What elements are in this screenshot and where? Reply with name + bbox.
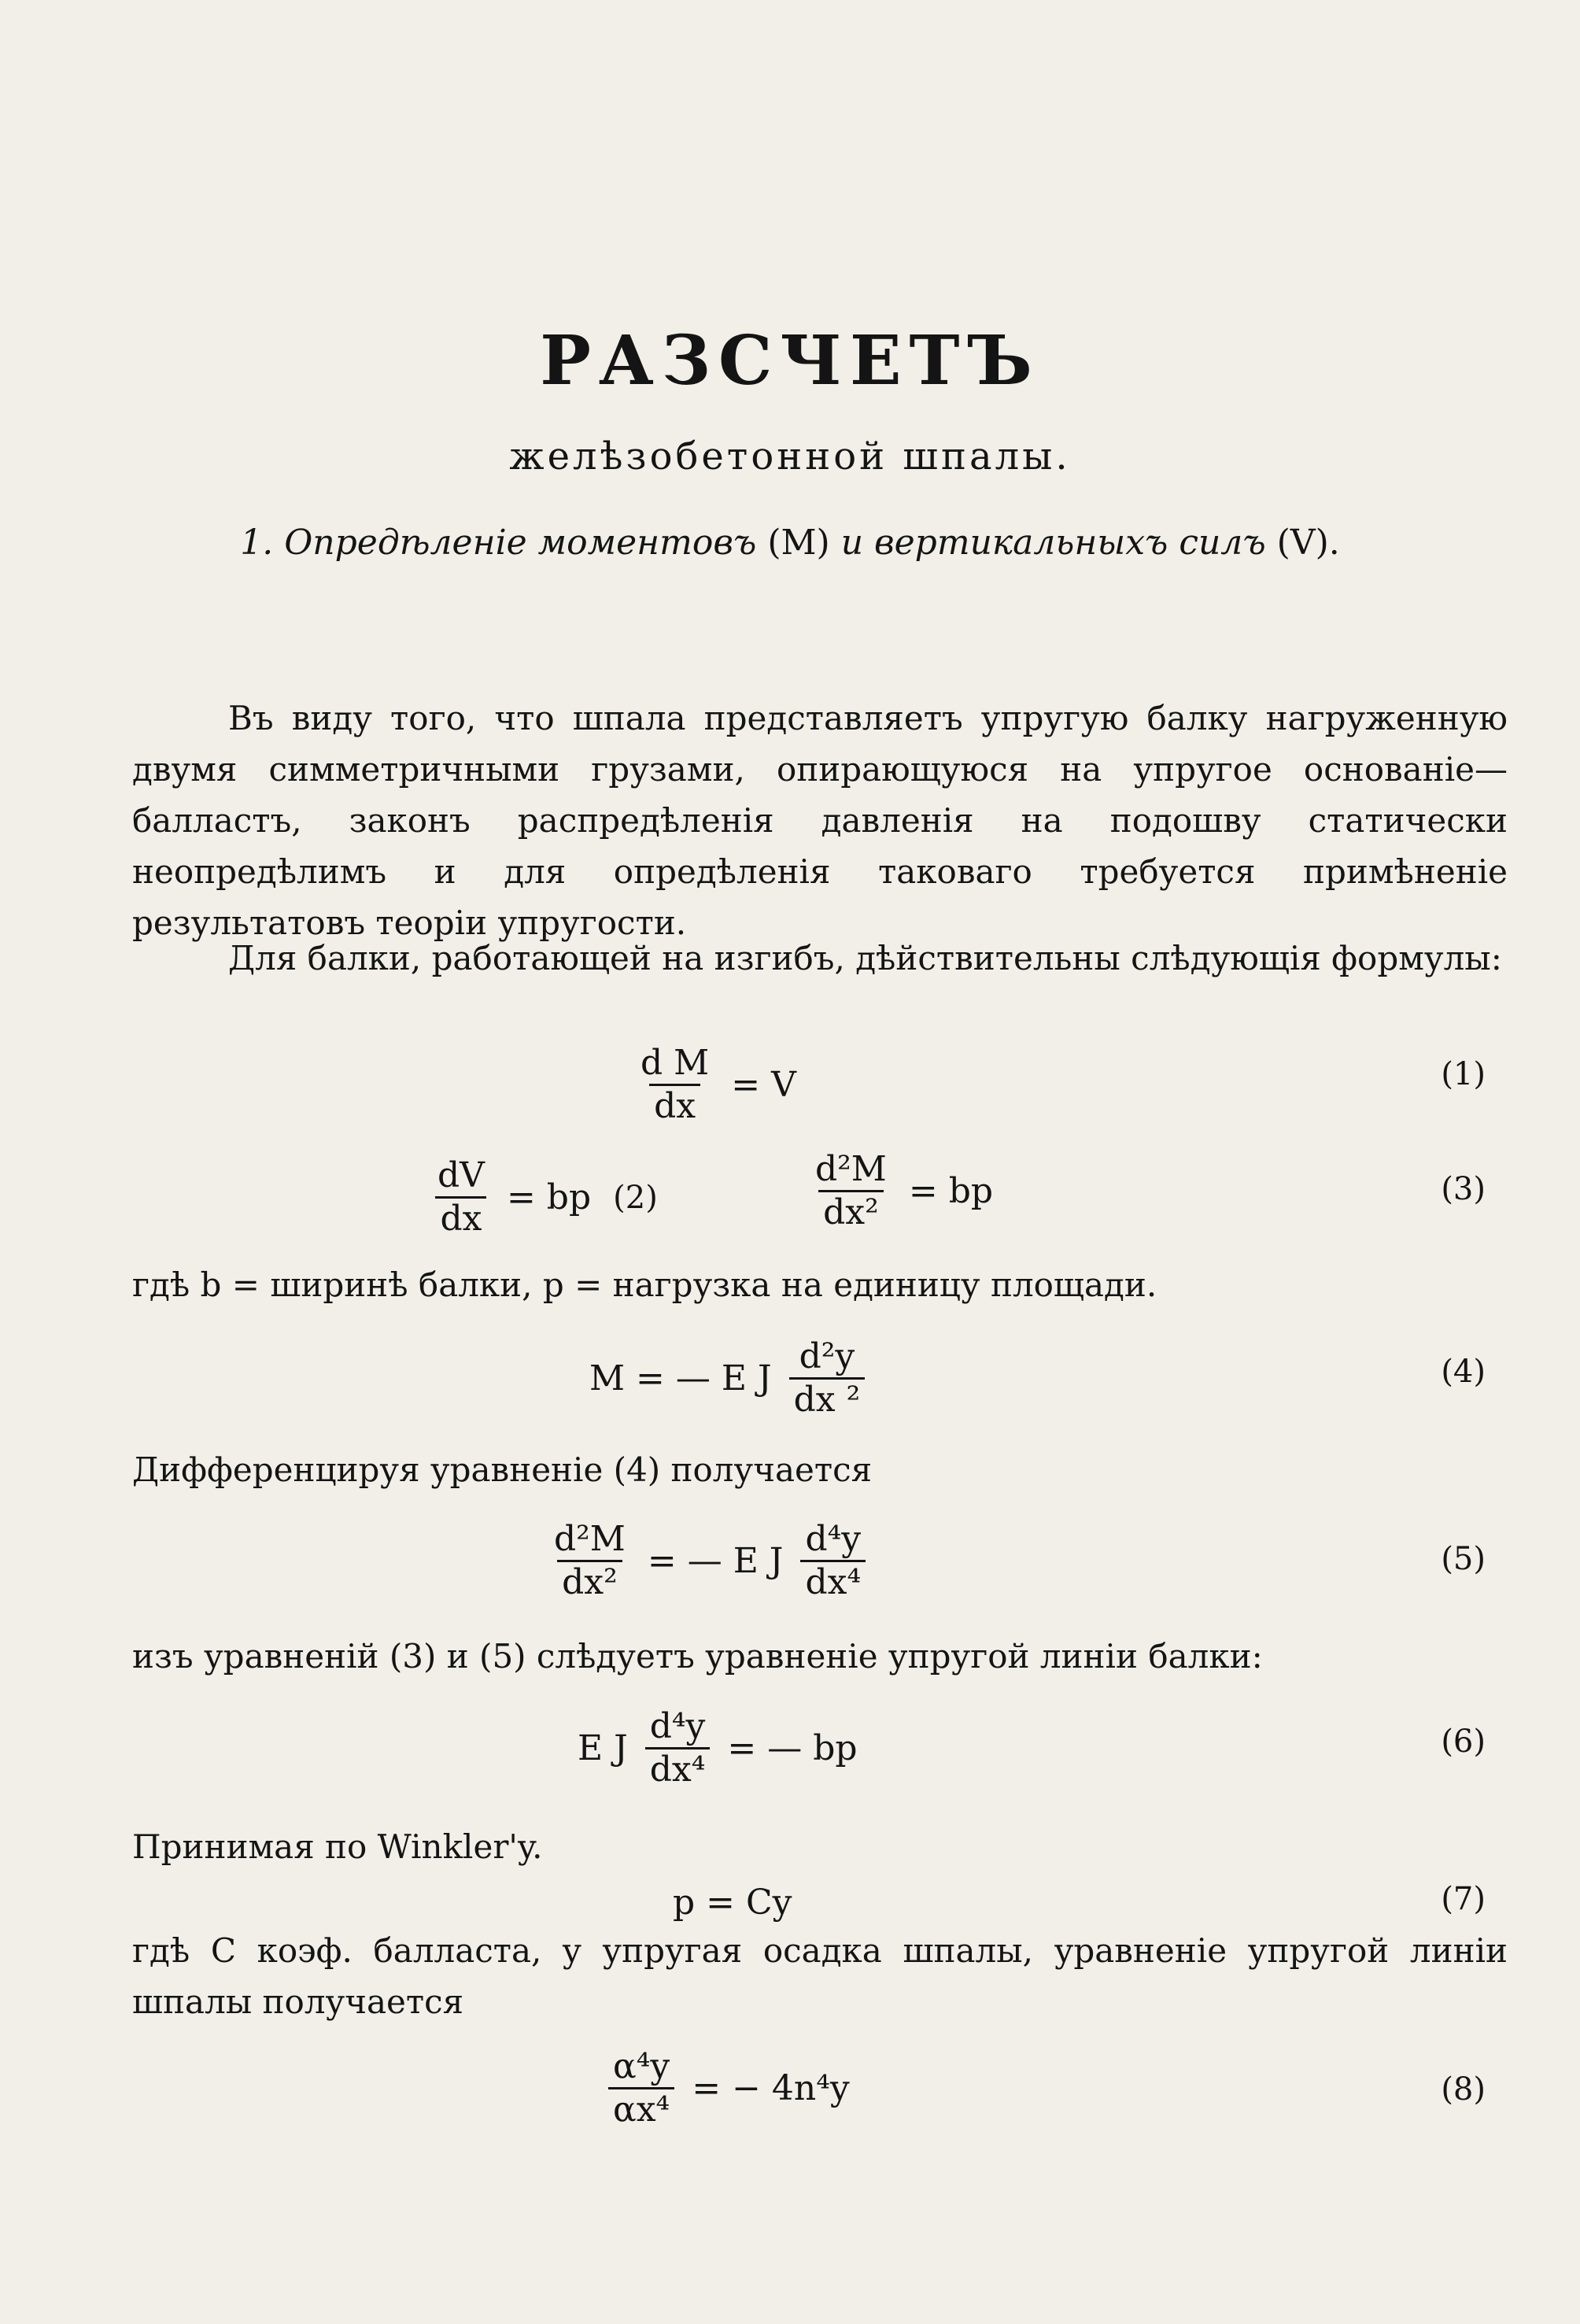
eq4-denominator: dx ² [789, 1377, 866, 1421]
eq6-lhs: E J [578, 1728, 628, 1768]
equation-4 [578, 1336, 871, 1421]
equation-2 [426, 1155, 669, 1240]
equation-1-number: (1) [1441, 1056, 1486, 1092]
eq5-fraction-left [549, 1519, 630, 1603]
eq8-denominator: αx⁴ [608, 2087, 674, 2130]
eq5-denominator-left: dx² [557, 1560, 622, 1603]
eq1-rhs: = V [731, 1065, 796, 1105]
equation-6-number: (6) [1441, 1724, 1486, 1760]
paragraph-winkler: Принимая по Winkler'y. [132, 1827, 543, 1866]
equation-8 [602, 2046, 861, 2130]
eq6-fraction [645, 1706, 711, 1790]
equation-1 [629, 1043, 807, 1127]
page-title: РАЗСЧЕТЪ [540, 321, 1040, 401]
page-subtitle: желѣзобетонной шпалы. [509, 434, 1071, 478]
paragraph-intro: Въ виду того, что шпала представляетъ упругую балку нагруженную двумя симметричными грузами, опирающуюся на упругое основаніе—балластъ, законъ распредѣленія давленія на подошву статически неопредѣлимъ и для опредѣленія таковаго требуется примѣненіе результатовъ теоріи упругости. [132, 699, 1508, 942]
eq5-numerator-left: d²M [554, 1519, 626, 1559]
eq2-rhs: = bp [506, 1177, 592, 1217]
equation-6 [567, 1706, 869, 1790]
paragraph-formulas: Для балки, работающей на изгибъ, дѣйствительны слѣдующія формулы: [228, 939, 1502, 977]
equation-5 [543, 1519, 872, 1603]
equation-7 [673, 1882, 792, 1923]
eq6-numerator: d⁴y [649, 1706, 706, 1746]
eq6-denominator: dx⁴ [645, 1747, 711, 1790]
eq5-middle: = — E J [647, 1541, 784, 1581]
equation-8-number: (8) [1441, 2071, 1486, 2108]
eq5-numerator-right: d⁴y [805, 1519, 862, 1559]
eq4-lhs: M = — E J [589, 1358, 772, 1398]
section-number: 1. [240, 523, 274, 563]
eq7-text: p = Cy [673, 1882, 792, 1923]
equation-2-number: (2) [613, 1179, 658, 1216]
section-symbol-m: (M) [767, 523, 830, 563]
eq5-fraction-right [800, 1519, 866, 1603]
eq4-numerator: d²y [799, 1336, 855, 1376]
eq3-numerator: d²M [815, 1149, 887, 1189]
eq4-fraction [789, 1336, 866, 1421]
eq6-rhs: = — bp [727, 1728, 858, 1768]
section-text-b: и вертикальныхъ силъ [840, 523, 1266, 563]
eq1-fraction [636, 1043, 714, 1127]
eq1-numerator: d M [640, 1043, 710, 1083]
paragraph-ballast: гдѣ C коэф. балласта, y упругая осадка шпалы, уравненіе упругой линіи шпалы получается [132, 1931, 1508, 2021]
paragraph-where-b: гдѣ b = ширинѣ балки, p = нагрузка на единицу площади. [132, 1265, 1157, 1304]
eq5-denominator-right: dx⁴ [800, 1560, 866, 1603]
eq8-numerator: α⁴y [613, 2046, 670, 2086]
eq8-rhs: = − 4n⁴y [692, 2068, 850, 2108]
eq2-denominator: dx [435, 1196, 486, 1240]
equation-5-number: (5) [1441, 1541, 1486, 1577]
eq2-fraction [433, 1155, 489, 1240]
paragraph-elastic-line: изъ уравненій (3) и (5) слѣдуетъ уравненіе упругой линіи балки: [132, 1637, 1263, 1676]
section-symbol-v: (V). [1276, 523, 1340, 563]
eq3-fraction [810, 1149, 892, 1233]
equation-4-number: (4) [1441, 1354, 1486, 1390]
equation-7-number: (7) [1441, 1881, 1486, 1917]
eq3-rhs: = bp [908, 1171, 994, 1211]
eq8-fraction [608, 2046, 674, 2130]
section-text-a: Опредѣленіе моментовъ [284, 523, 757, 563]
section-heading [0, 523, 1580, 563]
eq2-numerator: dV [437, 1155, 485, 1195]
equation-3 [804, 1149, 1004, 1233]
eq1-denominator: dx [649, 1084, 700, 1127]
equation-3-number: (3) [1441, 1171, 1486, 1207]
paragraph-differentiating: Дифференцируя уравненіе (4) получается [132, 1450, 873, 1489]
eq3-denominator: dx² [818, 1190, 884, 1233]
